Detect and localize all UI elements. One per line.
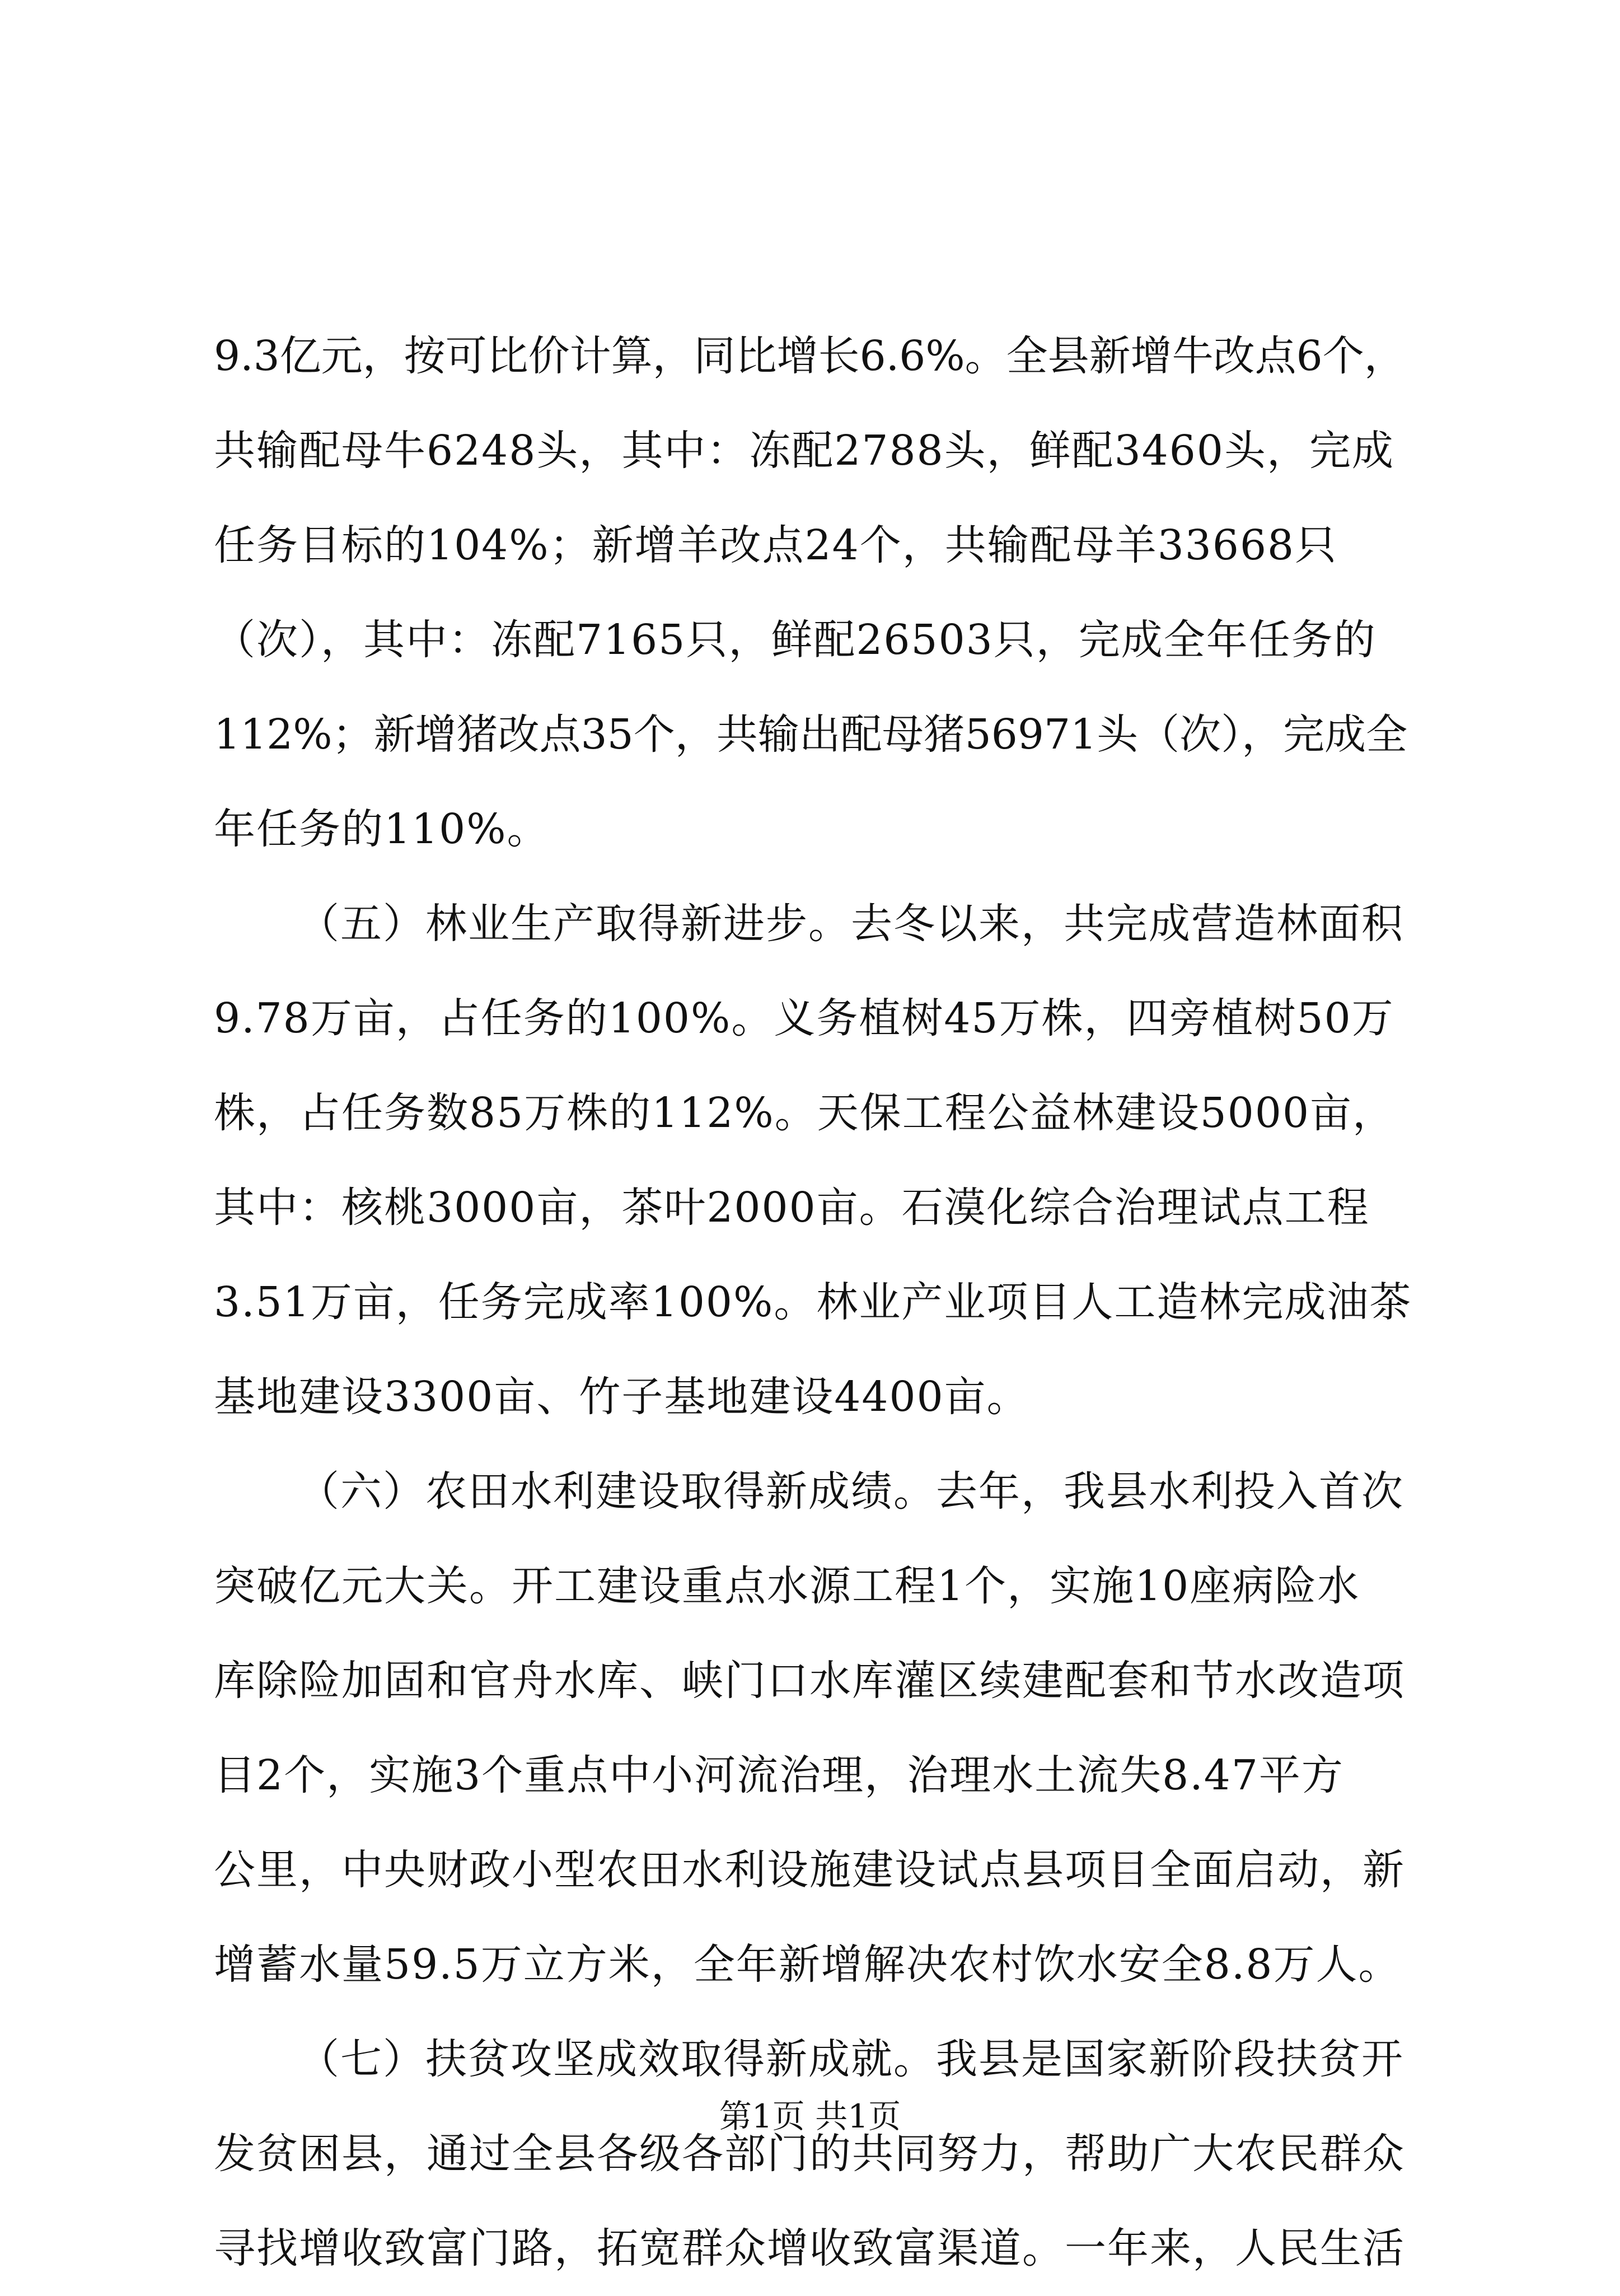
text-line: 目2个，实施3个重点中小河流治理，治理水土流失8.47平方	[214, 1751, 1344, 1799]
text-line: 112%；新增猪改点35个，共输出配母猪56971头（次），完成全	[214, 710, 1408, 759]
paragraph-heading-line: （五）林业生产取得新进步。去冬以来，共完成营造林面积	[298, 900, 1404, 948]
text-line: 增蓄水量59.5万立方米，全年新增解决农村饮水安全8.8万人。	[214, 1940, 1401, 1989]
body-text	[214, 309, 1412, 2296]
text-line: 共输配母牛6248头，其中：冻配2788头，鲜配3460头，完成	[214, 427, 1394, 475]
text-line: 其中：核桃3000亩，茶叶2000亩。石漠化综合治理试点工程	[214, 1184, 1370, 1232]
paragraph-heading-line: （七）扶贫攻坚成效取得新成就。我县是国家新阶段扶贫开	[298, 2035, 1404, 2083]
text-line: 基地建设3300亩、竹子基地建设4400亩。	[214, 1373, 1029, 1421]
page-footer	[0, 2094, 1620, 2139]
text-line: 株，占任务数85万株的112%。天保工程公益林建设5000亩，	[214, 1089, 1396, 1137]
text-line: 库除险加固和官舟水库、峡门口水库灌区续建配套和节水改造项	[214, 1657, 1405, 1705]
text-line: 任务目标的104%；新增羊改点24个，共输配母羊33668只	[214, 521, 1338, 569]
page-number: 第1页 共1页	[719, 2097, 901, 2135]
text-line: 年任务的110%。	[214, 805, 550, 853]
text-line: 寻找增收致富门路，拓宽群众增收致富渠道。一年来，人民生活	[214, 2224, 1405, 2272]
text-line: （次），其中：冻配7165只，鲜配26503只，完成全年任务的	[214, 616, 1376, 664]
paragraph-heading-line: （六）农田水利建设取得新成绩。去年，我县水利投入首次	[298, 1467, 1404, 1516]
text-line: 3.51万亩，任务完成率100%。林业产业项目人工造林完成油茶	[214, 1278, 1412, 1326]
text-line: 9.78万亩，占任务的100%。义务植树45万株，四旁植树50万	[214, 994, 1394, 1042]
text-line: 公里，中央财政小型农田水利设施建设试点县项目全面启动，新	[214, 1846, 1405, 1894]
text-line: 9.3亿元，按可比价计算，同比增长6.6%。全县新增牛改点6个，	[214, 332, 1406, 380]
text-line: 突破亿元大关。开工建设重点水源工程1个，实施10座病险水	[214, 1562, 1360, 1610]
text-line: 发贫困县，通过全县各级各部门的共同努力，帮助广大农民群众	[214, 2130, 1405, 2178]
